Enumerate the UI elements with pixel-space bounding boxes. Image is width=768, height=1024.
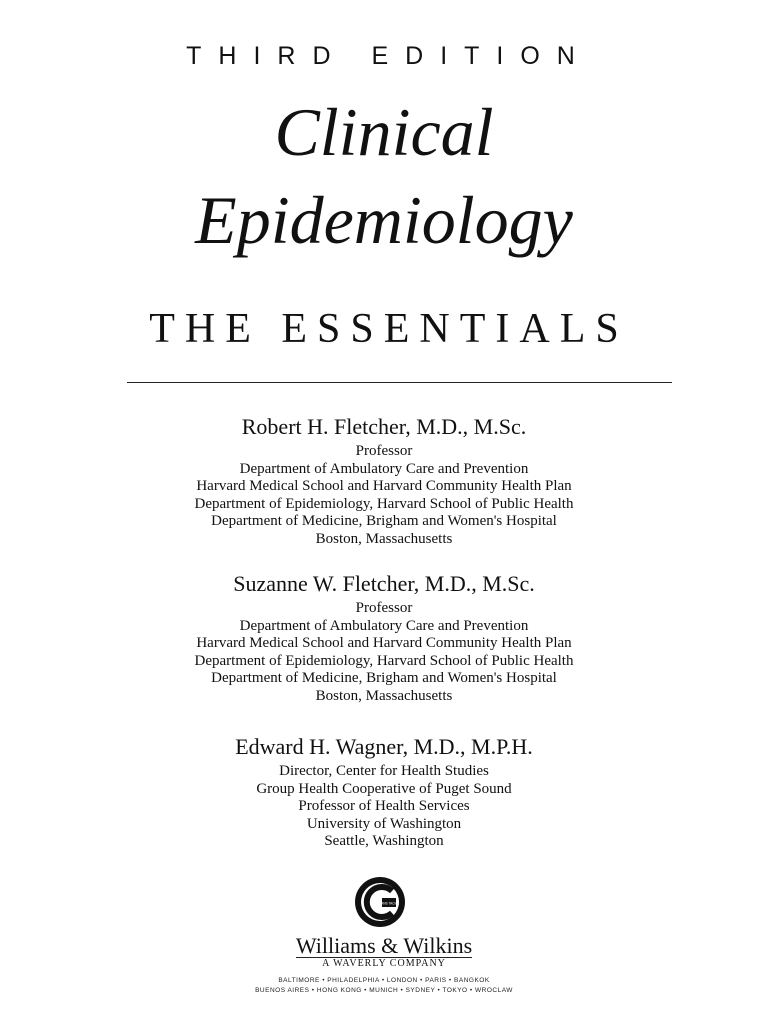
affiliation-line: Boston, Massachusetts bbox=[315, 687, 453, 704]
logo-text: SANS TACHE bbox=[378, 901, 400, 906]
edition-label: THIRD EDITION bbox=[186, 42, 592, 70]
affiliation-line: Professor bbox=[355, 600, 413, 616]
affiliation-line: Harvard Medical School and Harvard Community Health Plan bbox=[196, 478, 572, 494]
publisher-division: A WAVERLY COMPANY bbox=[322, 958, 446, 969]
title-line-2: Epidemiology bbox=[195, 182, 573, 258]
horizontal-rule bbox=[127, 382, 672, 383]
affiliation-line: Group Health Cooperative of Puget Sound bbox=[256, 780, 512, 797]
publisher-logo-icon bbox=[354, 876, 406, 928]
affiliation-line: Director, Center for Health Studies bbox=[279, 763, 489, 779]
affiliation-line: Department of Epidemiology, Harvard School of Public Health bbox=[194, 652, 574, 669]
affiliation-line: Department of Ambulatory Care and Prevention bbox=[239, 460, 529, 477]
author-name: Robert H. Fletcher, M.D., M.Sc. bbox=[241, 414, 527, 439]
affiliation-line: Seattle, Washington bbox=[324, 833, 444, 849]
author-block bbox=[0, 570, 768, 705]
subtitle: THE ESSENTIALS bbox=[149, 306, 629, 352]
author-block bbox=[0, 733, 768, 851]
publisher-name: Williams & Wilkins bbox=[295, 933, 473, 958]
affiliation-line: University of Washington bbox=[306, 815, 462, 832]
author-name: Suzanne W. Fletcher, M.D., M.Sc. bbox=[233, 571, 535, 596]
affiliation-line: Harvard Medical School and Harvard Community Health Plan bbox=[196, 635, 572, 651]
publisher-cities: BUENOS AIRES • HONG KONG • MUNICH • SYDNEY • TOKYO • WROCLAW bbox=[255, 987, 513, 994]
affiliation-line: Boston, Massachusetts bbox=[315, 530, 453, 547]
affiliation-line: Professor bbox=[355, 443, 413, 459]
affiliation-line: Department of Medicine, Brigham and Women's Hospital bbox=[211, 513, 557, 529]
title-line-1: Clinical bbox=[274, 94, 494, 170]
publisher-cities: BALTIMORE • PHILADELPHIA • LONDON • PARIS • BANGKOK bbox=[278, 977, 490, 984]
affiliation-line: Department of Medicine, Brigham and Women's Hospital bbox=[211, 670, 557, 686]
affiliation-line: Department of Epidemiology, Harvard School of Public Health bbox=[194, 495, 574, 512]
author-block bbox=[0, 413, 768, 548]
author-name: Edward H. Wagner, M.D., M.P.H. bbox=[235, 734, 533, 759]
affiliation-line: Professor of Health Services bbox=[298, 798, 470, 814]
affiliation-line: Department of Ambulatory Care and Prevention bbox=[239, 617, 529, 634]
